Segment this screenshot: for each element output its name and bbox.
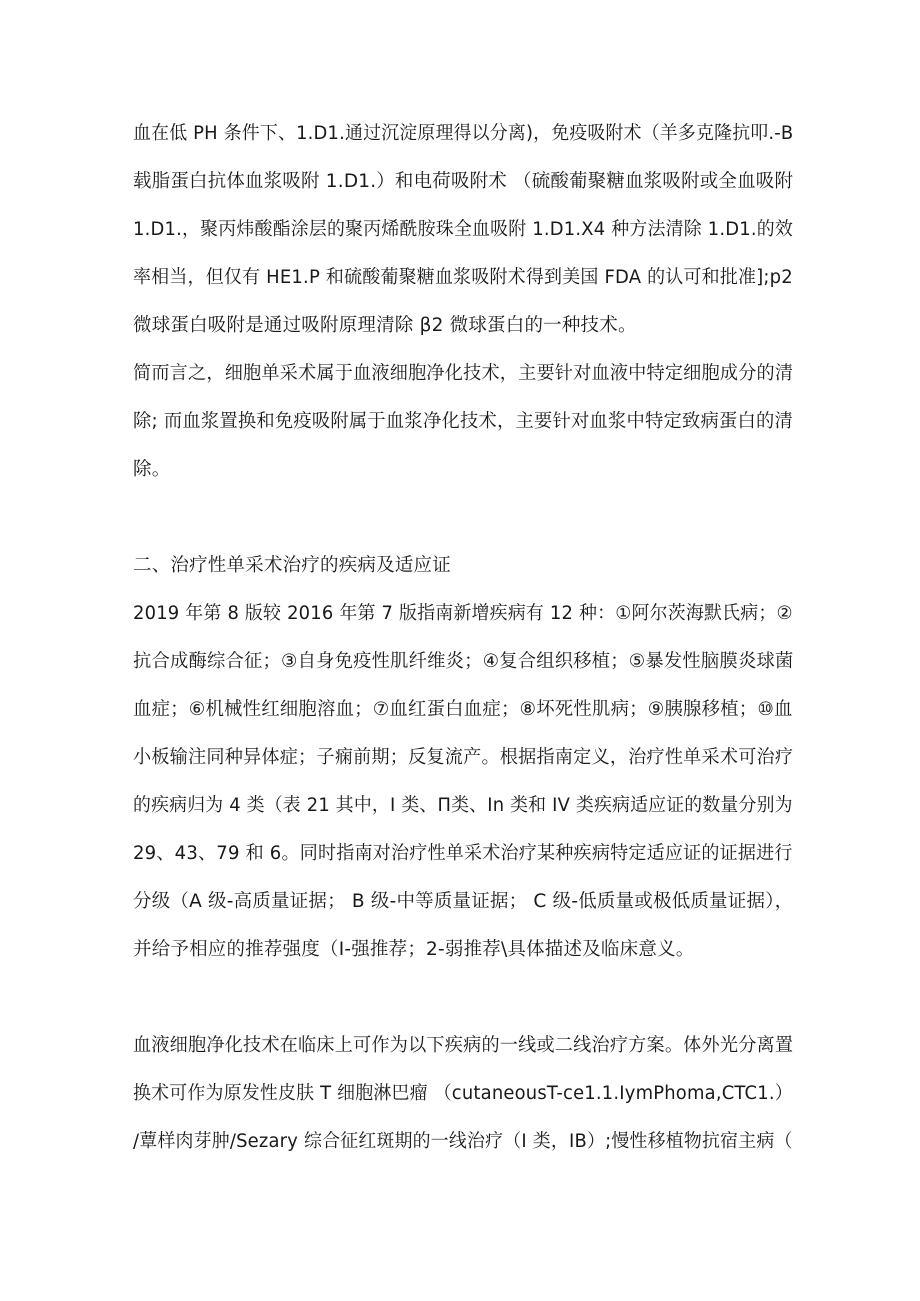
paragraph-2-line-2: 除; 而血浆置换和免疫吸附属于血浆净化技术，主要针对血浆中特定致病蛋白的清 [133,411,794,432]
paragraph-2-line-1: 简而言之，细胞单采术属于血液细胞净化技术，主要针对血液中特定细胞成分的清 [133,363,794,384]
paragraph-3-line-5: 的疾病归为 4 类（表 21 其中，I 类、П类、In 类和 IV 类疾病适应证的数量分别为 [133,795,793,816]
section-heading: 二、治疗性单采术治疗的疾病及适应证 [133,555,451,576]
paragraph-4-line-2: 换术可作为原发性皮肤 T 细胞淋巴瘤 （cutaneousT-ce1.1.IymPhoma,CTC1.） [133,1083,793,1104]
paragraph-1-line-1: 血在低 PH 条件下、1.D1.通过沉淀原理得以分离)，免疫吸附术（羊多克隆抗叩.-B [133,123,794,144]
paragraph-3-line-7: 分级（A 级-高质量证据； B 级-中等质量证据； C 级-低质量或极低质量证据）， [133,891,794,912]
paragraph-4-line-3: /蕈样肉芽肿/Sezary 综合征红斑期的一线治疗（I 类，IB）;慢性移植物抗宿主病（ [133,1131,793,1152]
paragraph-3-line-1: 2019 年第 8 版较 2016 年第 7 版指南新增疾病有 12 种：①阿尔茨海默氏病；② [133,603,793,624]
paragraph-1-line-3: 1.D1.，聚丙炜酸酯涂层的聚丙烯酰胺珠全血吸附 1.D1.X4 种方法清除 1.D1.的效 [133,219,793,240]
paragraph-2-line-3: 除。 [133,459,171,480]
paragraph-1-line-5: 微球蛋白吸附是通过吸附原理清除 β2 微球蛋白的一种技术。 [133,315,637,336]
paragraph-3-line-6: 29、43、79 和 6。同时指南对治疗性单采术治疗某种疾病特定适应证的证据进行 [133,843,793,864]
paragraph-3-line-4: 小板输注同种异体症；子痫前期；反复流产。根据指南定义，治疗性单采术可治疗 [133,747,794,768]
paragraph-4-line-1: 血液细胞净化技术在临床上可作为以下疾病的一线或二线治疗方案。体外光分离置 [133,1035,794,1056]
paragraph-3-line-8: 并给予相应的推荐强度（I-强推荐；2-弱推荐\具体描述及临床意义。 [133,939,695,960]
paragraph-3-line-3: 血症；⑥机械性红细胞溶血；⑦血红蛋白血症；⑧坏死性肌病；⑨胰腺移植；⑩血 [133,699,793,720]
paragraph-3-line-2: 抗合成酶综合征；③自身免疫性肌纤维炎；④复合组织移植；⑤暴发性脑膜炎球菌 [133,651,794,672]
paragraph-1-line-4: 率相当，但仅有 HE1.P 和硫酸葡聚糖血浆吸附术得到美国 FDA 的认可和批准];p2 [133,267,793,288]
paragraph-1-line-2: 载脂蛋白抗体血浆吸附 1.D1.）和电荷吸附术 （硫酸葡聚糖血浆吸附或全血吸附 [133,171,794,192]
